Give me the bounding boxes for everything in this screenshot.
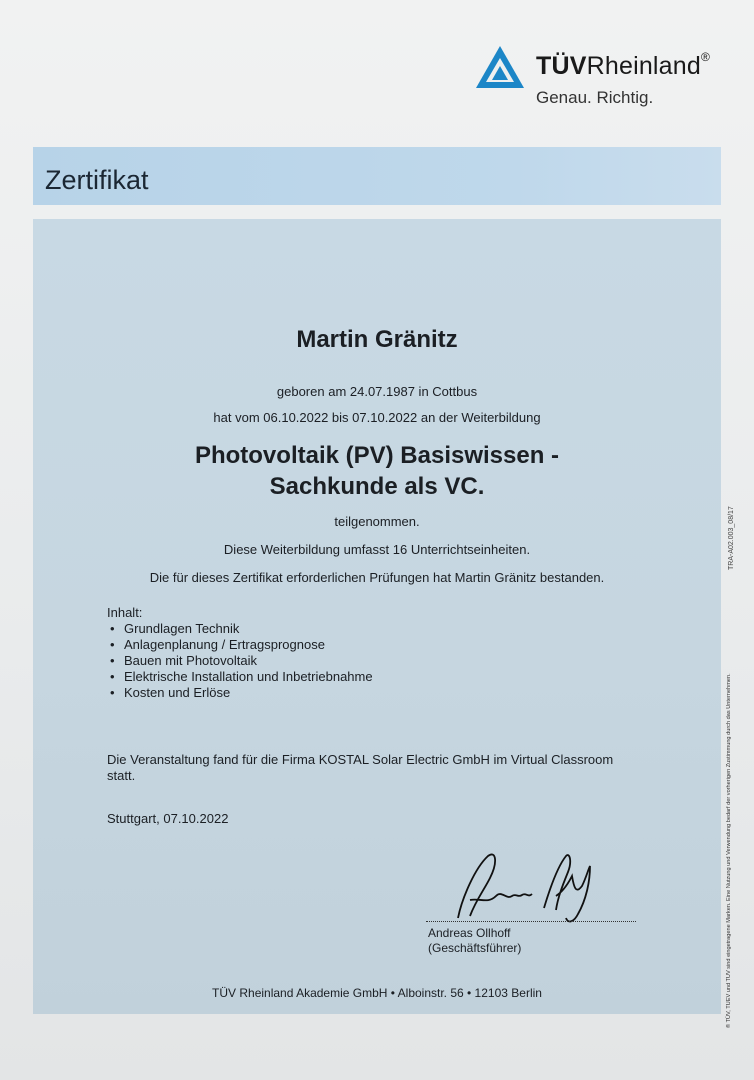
content-item: • Bauen mit Photovoltaik: [107, 653, 373, 669]
course-title: [33, 440, 721, 502]
handwritten-signature: [440, 848, 610, 928]
recipient-name: Martin Gränitz: [296, 326, 458, 353]
signer-name: Andreas Ollhoff: [428, 926, 511, 940]
content-list: [107, 621, 373, 701]
signer-role: (Geschäftsführer): [428, 941, 522, 955]
participation-text: teilgenommen.: [334, 514, 420, 529]
course-period: hat vom 06.10.2022 bis 07.10.2022 an der Weiterbildung: [213, 410, 541, 425]
trademark-note: ® TÜV, TUEV und TUV sind eingetragene Marken. Eine Nutzung und Verwendung bedarf der vorherigen Zustimmung durch das Unternehmen.: [726, 673, 732, 1028]
content-item: • Grundlagen Technik: [107, 621, 373, 637]
tuv-triangle-icon: [474, 44, 526, 90]
issuer-address: TÜV Rheinland Akademie GmbH • Alboinstr. 56 • 12103 Berlin: [212, 986, 542, 1000]
place-and-date: Stuttgart, 07.10.2022: [107, 811, 229, 826]
registered-mark: ®: [701, 50, 711, 64]
exam-passed-text: Die für dieses Zertifikat erforderlichen Prüfungen hat Martin Gränitz bestanden.: [149, 570, 605, 585]
certificate-title: Zertifikat: [45, 165, 149, 195]
training-units-text: Diese Weiterbildung umfasst 16 Unterrichtseinheiten.: [223, 542, 531, 557]
tuv-rheinland-logo: [474, 42, 724, 112]
content-item: • Kosten und Erlöse: [107, 685, 373, 701]
birth-info: geboren am 24.07.1987 in Cottbus: [276, 384, 478, 399]
logo-brand-bold: TÜV: [536, 52, 587, 80]
form-code: TRA-A02.003_08/17: [728, 506, 735, 570]
signature-line: [426, 921, 636, 922]
header-band: [33, 147, 721, 205]
content-item: • Elektrische Installation und Inbetriebnahme: [107, 669, 373, 685]
content-item: • Anlagenplanung / Ertragsprognose: [107, 637, 373, 653]
course-title-line-2: Sachkunde als VC.: [269, 473, 485, 500]
logo-brand-regular: Rheinland: [586, 52, 701, 80]
logo-wordmark: [536, 52, 710, 81]
course-title-line-1: Photovoltaik (PV) Basiswissen -: [194, 442, 560, 469]
content-heading: Inhalt:: [107, 605, 143, 620]
logo-slogan: Genau. Richtig.: [536, 88, 654, 107]
signer-block: [428, 926, 521, 956]
event-info: Die Veranstaltung fand für die Firma KOSTAL Solar Electric GmbH im Virtual Classroom statt.: [107, 752, 614, 783]
